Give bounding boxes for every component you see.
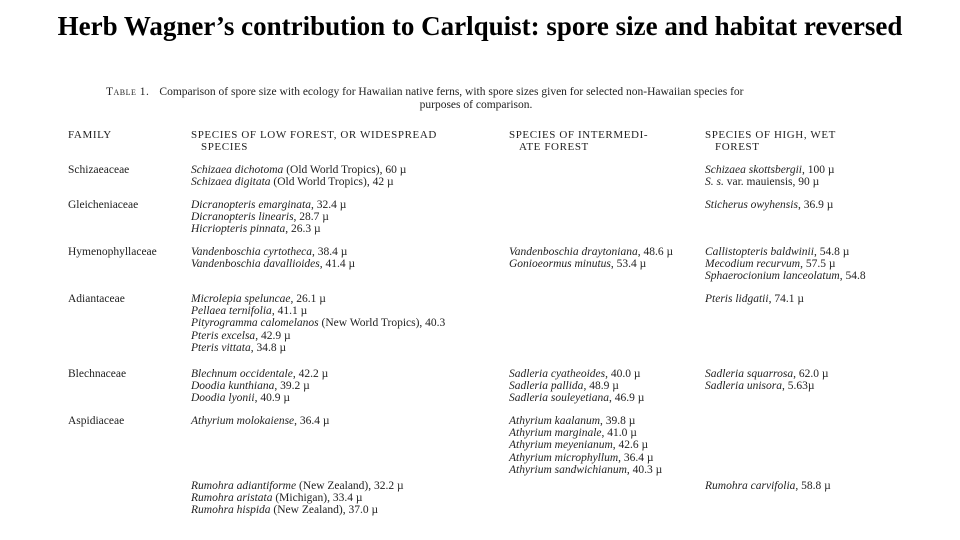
species-entry: [191, 223, 346, 235]
species-entry: [191, 342, 445, 354]
species-name: Athyrium microphyllum: [509, 451, 619, 464]
spore-size: , 42.6 µ: [612, 439, 649, 452]
species-name: Vandenboschia draytoniana: [509, 246, 638, 258]
species-entry: [191, 380, 328, 392]
species-entry: [509, 258, 673, 270]
spore-size: (Old World Tropics), 60 µ: [283, 164, 407, 176]
cell-high-adiantaceae: [705, 293, 804, 305]
species-name: Sadleria pallida: [509, 380, 584, 393]
species-entry: [705, 176, 835, 188]
species-name: Schizaea dichotoma: [191, 164, 284, 176]
header-mid-line1: SPECIES OF INTERMEDI-: [509, 129, 649, 141]
spore-size: , 62.0 µ: [793, 368, 829, 380]
header-intermediate-forest: [509, 129, 648, 153]
species-entry: [191, 164, 406, 176]
spore-size: , 41.4 µ: [319, 258, 356, 271]
spore-size: , 40.0 µ: [605, 368, 641, 380]
species-entry: [705, 199, 833, 211]
species-entry: [509, 415, 662, 427]
spore-size: , 41.1 µ: [271, 305, 308, 318]
spore-size: , 26.3 µ: [285, 223, 321, 236]
species-name: Mecodium recurvum: [705, 258, 801, 271]
cell-high-aspidiaceae: [705, 480, 831, 492]
cell-high-schizaeaceae: [705, 164, 835, 188]
family-gleicheniaceae: Gleicheniaceae: [68, 199, 139, 211]
cell-mid-hymenophyllaceae: [509, 246, 673, 270]
species-entry: [191, 246, 355, 258]
species-entry: [705, 368, 828, 380]
species-entry: [509, 368, 644, 380]
cell-low-schizaeaceae: [191, 164, 406, 188]
species-entry: [191, 305, 445, 317]
species-entry: [191, 492, 404, 504]
family-blechnaceae: Blechnaceae: [68, 368, 127, 380]
spore-size: , 36.9 µ: [797, 199, 834, 211]
species-name: Dicranopteris linearis: [191, 211, 294, 224]
species-name: Athyrium molokaiense: [191, 415, 295, 427]
spore-size: (New World Tropics), 40.3: [318, 317, 446, 330]
species-name: Vandenboschia davallioides: [191, 258, 320, 271]
species-name: Schizaea skottsbergii: [705, 164, 802, 176]
species-name: Athyrium marginale: [509, 427, 602, 440]
species-entry: [705, 246, 866, 258]
species-name: Sticherus owyhensis: [705, 199, 798, 211]
spore-size: , 28.7 µ: [293, 211, 329, 224]
species-entry: [705, 258, 866, 270]
species-name: Sadleria cyatheoides: [509, 368, 606, 380]
header-high-line2: FOREST: [715, 141, 760, 153]
species-name: Pteris vittata: [191, 341, 251, 354]
species-entry: [509, 246, 673, 258]
species-name: Hicriopteris pinnata: [191, 223, 286, 236]
spore-size: (Michigan), 33.4 µ: [272, 492, 363, 505]
cell-high-hymenophyllaceae: [705, 246, 866, 283]
species-name: Sadleria unisora: [705, 380, 782, 393]
spore-size: , 39.2 µ: [274, 380, 310, 393]
header-family: FAMILY: [68, 129, 112, 141]
spore-size: , 40.3 µ: [626, 463, 663, 476]
spore-size: (New Zealand), 32.2 µ: [296, 480, 404, 492]
family-adiantaceae: Adiantaceae: [68, 293, 125, 305]
species-entry: [509, 439, 662, 451]
species-entry: [705, 480, 831, 492]
species-entry: [191, 176, 406, 188]
spore-size: , 53.4 µ: [610, 258, 647, 271]
family-aspidiaceae: Aspidiaceae: [68, 415, 125, 427]
species-entry: [509, 464, 662, 476]
species-name: Athyrium kaalanum: [509, 415, 601, 427]
species-name: S. s.: [705, 176, 724, 189]
spore-size: , 38.4 µ: [312, 246, 348, 258]
cell-low-hymenophyllaceae: [191, 246, 355, 270]
slide-title: Herb Wagner’s contribution to Carlquist: spore size and habitat reversed: [57, 11, 903, 41]
spore-size: , 74.1 µ: [768, 293, 804, 305]
header-mid-line2: ATE FOREST: [519, 141, 589, 153]
species-entry: [705, 380, 828, 392]
cell-low-blechnaceae: [191, 368, 328, 405]
species-entry: [191, 330, 445, 342]
species-entry: [705, 164, 835, 176]
species-entry: [509, 380, 644, 392]
spore-size: var. mauiensis, 90 µ: [723, 176, 820, 189]
species-name: Vandenboschia cyrtotheca: [191, 246, 313, 258]
species-name: Callistopteris baldwinii: [705, 246, 814, 258]
table-label: Table 1.: [106, 86, 150, 98]
header-low-forest: [191, 129, 437, 153]
spore-size: , 42.9 µ: [255, 329, 291, 342]
species-name: Sphaerocionium lanceolatum: [705, 270, 840, 283]
species-entry: [191, 415, 330, 427]
spore-size: , 46.9 µ: [608, 392, 645, 405]
spore-size: , 57.5 µ: [800, 258, 836, 271]
header-high-line1: SPECIES OF HIGH, WET: [705, 129, 836, 141]
species-name: Schizaea digitata: [191, 176, 271, 189]
species-name: Athyrium sandwichianum: [509, 463, 627, 476]
species-entry: [191, 392, 328, 404]
species-name: Rumohra adiantiforme: [191, 480, 297, 492]
spore-size: , 48.6 µ: [637, 246, 674, 258]
cell-high-gleicheniaceae: [705, 199, 833, 211]
species-entry: [191, 211, 346, 223]
species-name: Blechnum occidentale: [191, 368, 293, 380]
spore-size: , 42.2 µ: [292, 368, 329, 380]
species-entry: [705, 270, 866, 282]
species-name: Athyrium meyenianum: [509, 439, 613, 452]
spore-size: , 26.1 µ: [290, 293, 326, 305]
species-name: Rumohra hispida: [191, 504, 271, 517]
species-entry: [509, 452, 662, 464]
cell-mid-blechnaceae: [509, 368, 644, 405]
species-name: Sadleria souleyetiana: [509, 392, 609, 405]
cell-low-gleicheniaceae: [191, 199, 346, 236]
spore-size: , 36.4 µ: [294, 415, 330, 427]
spore-size: , 32.4 µ: [311, 199, 347, 211]
species-entry: [191, 317, 445, 329]
family-schizaeaceae: Schizaeaceae: [68, 164, 130, 176]
spore-size: , 36.4 µ: [618, 451, 654, 464]
spore-size: , 34.8 µ: [250, 341, 287, 354]
spore-size: , 48.9 µ: [583, 380, 619, 393]
species-entry: [509, 392, 644, 404]
species-name: Rumohra aristata: [191, 492, 273, 505]
species-entry: [191, 368, 328, 380]
family-hymenophyllaceae: Hymenophyllaceae: [68, 246, 157, 258]
species-name: Doodia lyonii: [191, 392, 255, 405]
species-name: Pteris lidgatii: [705, 293, 769, 305]
spore-size: , 58.8 µ: [795, 480, 831, 492]
spore-size: , 41.0 µ: [601, 427, 637, 440]
species-entry: [191, 293, 445, 305]
species-name: Pityrogramma calomelanos: [191, 317, 319, 330]
species-name: Doodia kunthiana: [191, 380, 275, 393]
spore-size: (New Zealand), 37.0 µ: [270, 504, 379, 517]
species-name: Gonioeormus minutus: [509, 258, 611, 271]
header-low-line1: SPECIES OF LOW FOREST, OR WIDESPREAD: [191, 129, 437, 141]
cell-high-blechnaceae: [705, 368, 828, 392]
species-name: Rumohra carvifolia: [705, 480, 796, 492]
species-entry: [191, 480, 404, 492]
spore-size: , 39.8 µ: [600, 415, 636, 427]
cell-low-aspidiaceae-b: [191, 480, 404, 517]
spore-size: , 54.8: [839, 270, 866, 283]
species-entry: [705, 293, 804, 305]
header-low-line2: SPECIES: [201, 141, 248, 153]
spore-size: , 54.8 µ: [813, 246, 850, 258]
cell-mid-aspidiaceae: [509, 415, 662, 476]
caption-text-2: purposes of comparison.: [419, 99, 533, 111]
header-high-forest: [705, 129, 836, 153]
species-name: Pteris excelsa: [191, 329, 256, 342]
species-entry: [509, 427, 662, 439]
species-name: Microlepia speluncae: [191, 293, 291, 305]
caption-text-1: Comparison of spore size with ecology for Hawaiian native ferns, with spore sizes given for selected non-Hawaiian species for: [159, 86, 744, 98]
spore-size: (Old World Tropics), 42 µ: [270, 176, 394, 189]
species-entry: [191, 504, 404, 516]
spore-size: , 40.9 µ: [254, 392, 290, 405]
species-name: Pellaea ternifolia: [191, 305, 272, 318]
spore-size: , 100 µ: [802, 164, 835, 176]
species-name: Dicranopteris emarginata: [191, 199, 311, 211]
species-name: Sadleria squarrosa: [705, 368, 794, 380]
species-entry: [191, 199, 346, 211]
spore-size: , 5.63µ: [782, 380, 815, 393]
cell-low-adiantaceae: [191, 293, 445, 354]
table-caption: [106, 86, 846, 112]
cell-low-aspidiaceae-a: [191, 415, 330, 427]
species-entry: [191, 258, 355, 270]
